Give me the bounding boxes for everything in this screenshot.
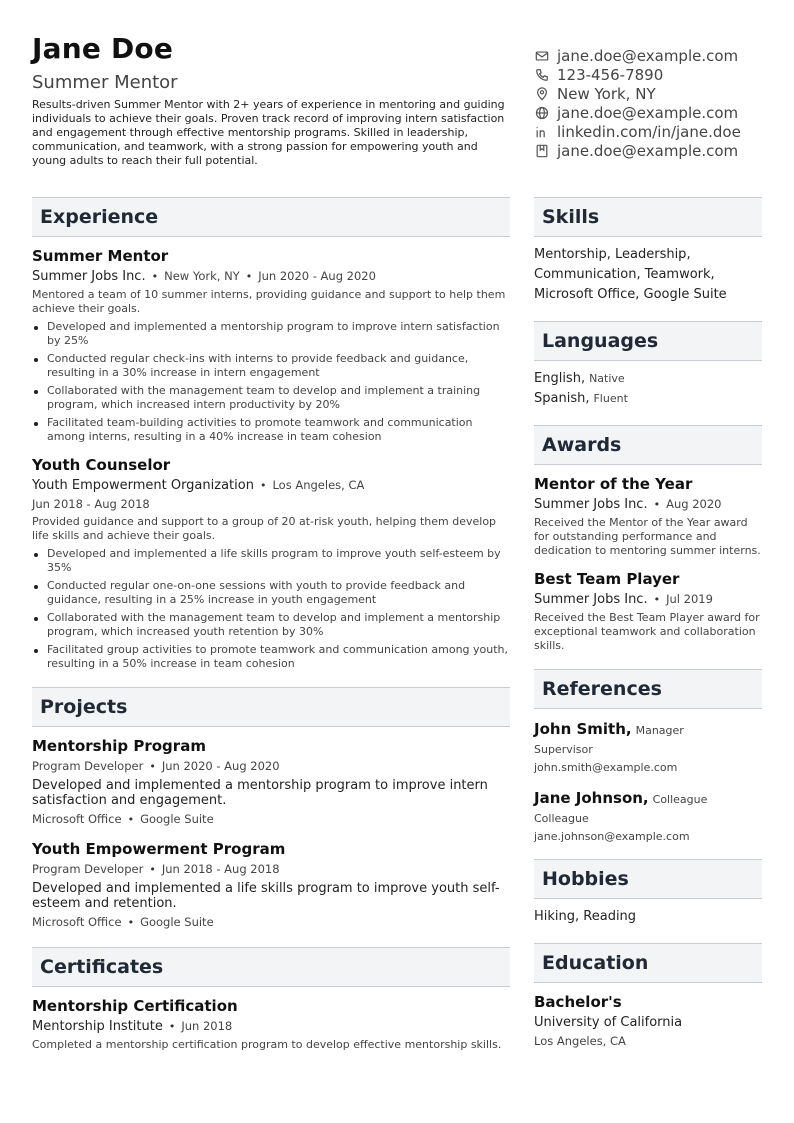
reference-role: Manager xyxy=(635,724,684,737)
list-item: Collaborated with the management team to develop and implement a training program, which increased intern productivity by 20% xyxy=(32,384,510,412)
list-item: Facilitated group activities to promote teamwork and communication among youth, resulting in a 50% increase in team cohesion xyxy=(32,643,510,671)
languages-list xyxy=(534,369,762,409)
award-item xyxy=(534,475,762,558)
education-heading: Education xyxy=(534,943,762,983)
project-meta: Program Developer • Jun 2020 - Aug 2020 xyxy=(32,759,280,773)
award-issuer: Summer Jobs Inc. xyxy=(534,497,648,512)
globe-icon xyxy=(534,105,550,121)
job-bullets xyxy=(32,320,510,444)
project-meta: Program Developer • Jun 2018 - Aug 2018 xyxy=(32,862,280,876)
phone-icon xyxy=(534,67,550,83)
award-subline: Summer Jobs Inc. • Jul 2019 xyxy=(534,592,713,607)
email-icon xyxy=(534,48,550,64)
school-name: University of California xyxy=(534,1015,683,1030)
linkedin-icon xyxy=(534,124,550,140)
project-description: Developed and implemented a life skills program to improve youth self-esteem and retention. xyxy=(32,881,500,911)
language-name: Spanish, xyxy=(534,391,590,406)
reference-relation: Colleague xyxy=(534,812,589,825)
project-role: Program Developer xyxy=(32,759,144,773)
references-heading: References xyxy=(534,669,762,709)
candidate-name: Jane Doe xyxy=(32,32,174,65)
awards-heading: Awards xyxy=(534,425,762,465)
contact-website[interactable] xyxy=(534,103,784,122)
award-issuer: Summer Jobs Inc. xyxy=(534,592,648,607)
company-name: Youth Empowerment Organization xyxy=(32,478,254,493)
experience-item xyxy=(32,247,510,444)
job-description: Mentored a team of 10 summer interns, providing guidance and support to help them achieve their goals. xyxy=(32,288,506,315)
tool-tag: Google Suite xyxy=(140,812,214,826)
list-item: Collaborated with the management team to develop and implement a mentorship program, which increased youth retention by 30% xyxy=(32,611,510,639)
reference-email[interactable]: jane.johnson@example.com xyxy=(534,830,690,843)
contact-email[interactable] xyxy=(534,46,784,65)
project-dates: Jun 2020 - Aug 2020 xyxy=(161,759,280,773)
reference-relation: Supervisor xyxy=(534,743,593,756)
reference-item xyxy=(534,719,762,774)
job-location: New York, NY xyxy=(164,269,240,283)
tool-tag: Google Suite xyxy=(140,915,214,929)
left-column xyxy=(32,197,510,1052)
project-tools: Microsoft Office • Google Suite xyxy=(32,915,214,929)
projects-heading: Projects xyxy=(32,687,510,727)
contact-portfolio[interactable] xyxy=(534,141,784,160)
award-date: Aug 2020 xyxy=(666,497,722,511)
reference-header xyxy=(534,719,762,738)
list-item: Conducted regular check-ins with interns to provide feedback and guidance, resulting in a 30% increase in intern engagement xyxy=(32,352,510,380)
reference-name: John Smith, xyxy=(534,720,632,738)
languages-heading: Languages xyxy=(534,321,762,361)
language-item xyxy=(534,389,762,409)
job-title: Summer Mentor xyxy=(32,247,169,265)
language-item xyxy=(534,369,762,389)
award-title: Mentor of the Year xyxy=(534,475,693,493)
project-title: Mentorship Program xyxy=(32,737,206,755)
contact-linkedin[interactable] xyxy=(534,122,784,141)
award-subline: Summer Jobs Inc. • Aug 2020 xyxy=(534,497,722,512)
award-date: Jul 2019 xyxy=(666,592,713,606)
certificate-date: Jun 2018 xyxy=(181,1019,233,1033)
language-level: Native xyxy=(589,372,625,385)
right-column xyxy=(534,197,762,1048)
job-description: Provided guidance and support to a group of 20 at-risk youth, helping them develop life skills and achieve their goals. xyxy=(32,515,497,542)
company-name: Summer Jobs Inc. xyxy=(32,269,146,284)
education-item xyxy=(534,993,762,1048)
job-bullets xyxy=(32,547,510,671)
certificate-item xyxy=(32,997,510,1052)
job-title: Youth Counselor xyxy=(32,456,171,474)
contact-phone[interactable] xyxy=(534,65,784,84)
project-tools: Microsoft Office • Google Suite xyxy=(32,812,214,826)
certificate-subline: Mentorship Institute • Jun 2018 xyxy=(32,1019,233,1034)
reference-item xyxy=(534,788,762,843)
contact-text: linkedin.com/in/jane.doe xyxy=(557,122,741,141)
contact-text: jane.doe@example.com xyxy=(557,46,739,65)
bookmark-icon xyxy=(534,143,550,159)
certificate-issuer: Mentorship Institute xyxy=(32,1019,163,1034)
project-description: Developed and implemented a mentorship program to improve intern satisfaction and engagement. xyxy=(32,778,488,808)
contact-text: jane.doe@example.com xyxy=(557,103,739,122)
project-item xyxy=(32,840,510,929)
project-role: Program Developer xyxy=(32,862,144,876)
project-item xyxy=(32,737,510,826)
degree: Bachelor's xyxy=(534,993,622,1011)
skills-line: Microsoft Office, Google Suite xyxy=(534,287,727,302)
list-item: Facilitated team-building activities to promote teamwork and communication among interns, resulting in a 40% increase in team cohesion xyxy=(32,416,510,444)
skills-heading: Skills xyxy=(534,197,762,237)
contact-text: jane.doe@example.com xyxy=(557,141,739,160)
hobbies-list: Hiking, Reading xyxy=(534,909,637,924)
reference-header xyxy=(534,788,762,807)
experience-heading: Experience xyxy=(32,197,510,237)
certificates-heading: Certificates xyxy=(32,947,510,987)
job-dates: Jun 2020 - Aug 2020 xyxy=(258,269,376,283)
certificate-description: Completed a mentorship certification program to develop effective mentorship skills. xyxy=(32,1038,502,1051)
award-title: Best Team Player xyxy=(534,570,680,588)
school-location: Los Angeles, CA xyxy=(534,1034,626,1048)
certificate-title: Mentorship Certification xyxy=(32,997,238,1015)
skills-line: Communication, Teamwork, xyxy=(534,267,715,282)
job-dates: Jun 2018 - Aug 2018 xyxy=(32,497,150,511)
skills-line: Mentorship, Leadership, xyxy=(534,247,691,262)
list-item: Developed and implemented a life skills program to improve youth self-esteem by 35% xyxy=(32,547,510,575)
tool-tag: Microsoft Office xyxy=(32,915,122,929)
award-item xyxy=(534,570,762,653)
skills-list xyxy=(534,245,762,305)
hobbies-heading: Hobbies xyxy=(534,859,762,899)
reference-email[interactable]: john.smith@example.com xyxy=(534,761,678,774)
job-location: Los Angeles, CA xyxy=(272,478,365,492)
list-item: Conducted regular one-on-one sessions with youth to provide feedback and guidance, resulting in a 25% increase in youth engagement xyxy=(32,579,510,607)
list-item: Developed and implemented a mentorship program to improve intern satisfaction by 25% xyxy=(32,320,510,348)
reference-role: Colleague xyxy=(652,793,708,806)
award-description: Received the Best Team Player award for exceptional teamwork and collaboration skills. xyxy=(534,611,760,652)
contact-text: New York, NY xyxy=(557,84,656,103)
job-subline: Youth Empowerment Organization • Los Angeles, CA xyxy=(32,478,365,493)
experience-item xyxy=(32,456,510,671)
contact-list xyxy=(534,46,784,160)
contact-location xyxy=(534,84,784,103)
tool-tag: Microsoft Office xyxy=(32,812,122,826)
language-name: English, xyxy=(534,371,586,386)
project-dates: Jun 2018 - Aug 2018 xyxy=(161,862,280,876)
candidate-title: Summer Mentor xyxy=(32,72,178,93)
location-icon xyxy=(534,86,550,102)
award-description: Received the Mentor of the Year award for outstanding performance and dedication to mentoring summer interns. xyxy=(534,516,761,557)
language-level: Fluent xyxy=(593,392,628,405)
project-title: Youth Empowerment Program xyxy=(32,840,286,858)
job-subline: Summer Jobs Inc. • New York, NY • Jun 2020 - Aug 2020 xyxy=(32,269,376,284)
summary-text: Results-driven Summer Mentor with 2+ years of experience in mentoring and guiding individuals to achieve their goals. Proven track record of improving intern satisfaction and engagement through effective mentorship programs. Skilled in leadership, communication, and teamwork, with a strong passion for empowering youth and young adults to reach their full potential. xyxy=(32,98,505,167)
contact-text: 123-456-7890 xyxy=(557,65,664,84)
reference-name: Jane Johnson, xyxy=(534,789,649,807)
